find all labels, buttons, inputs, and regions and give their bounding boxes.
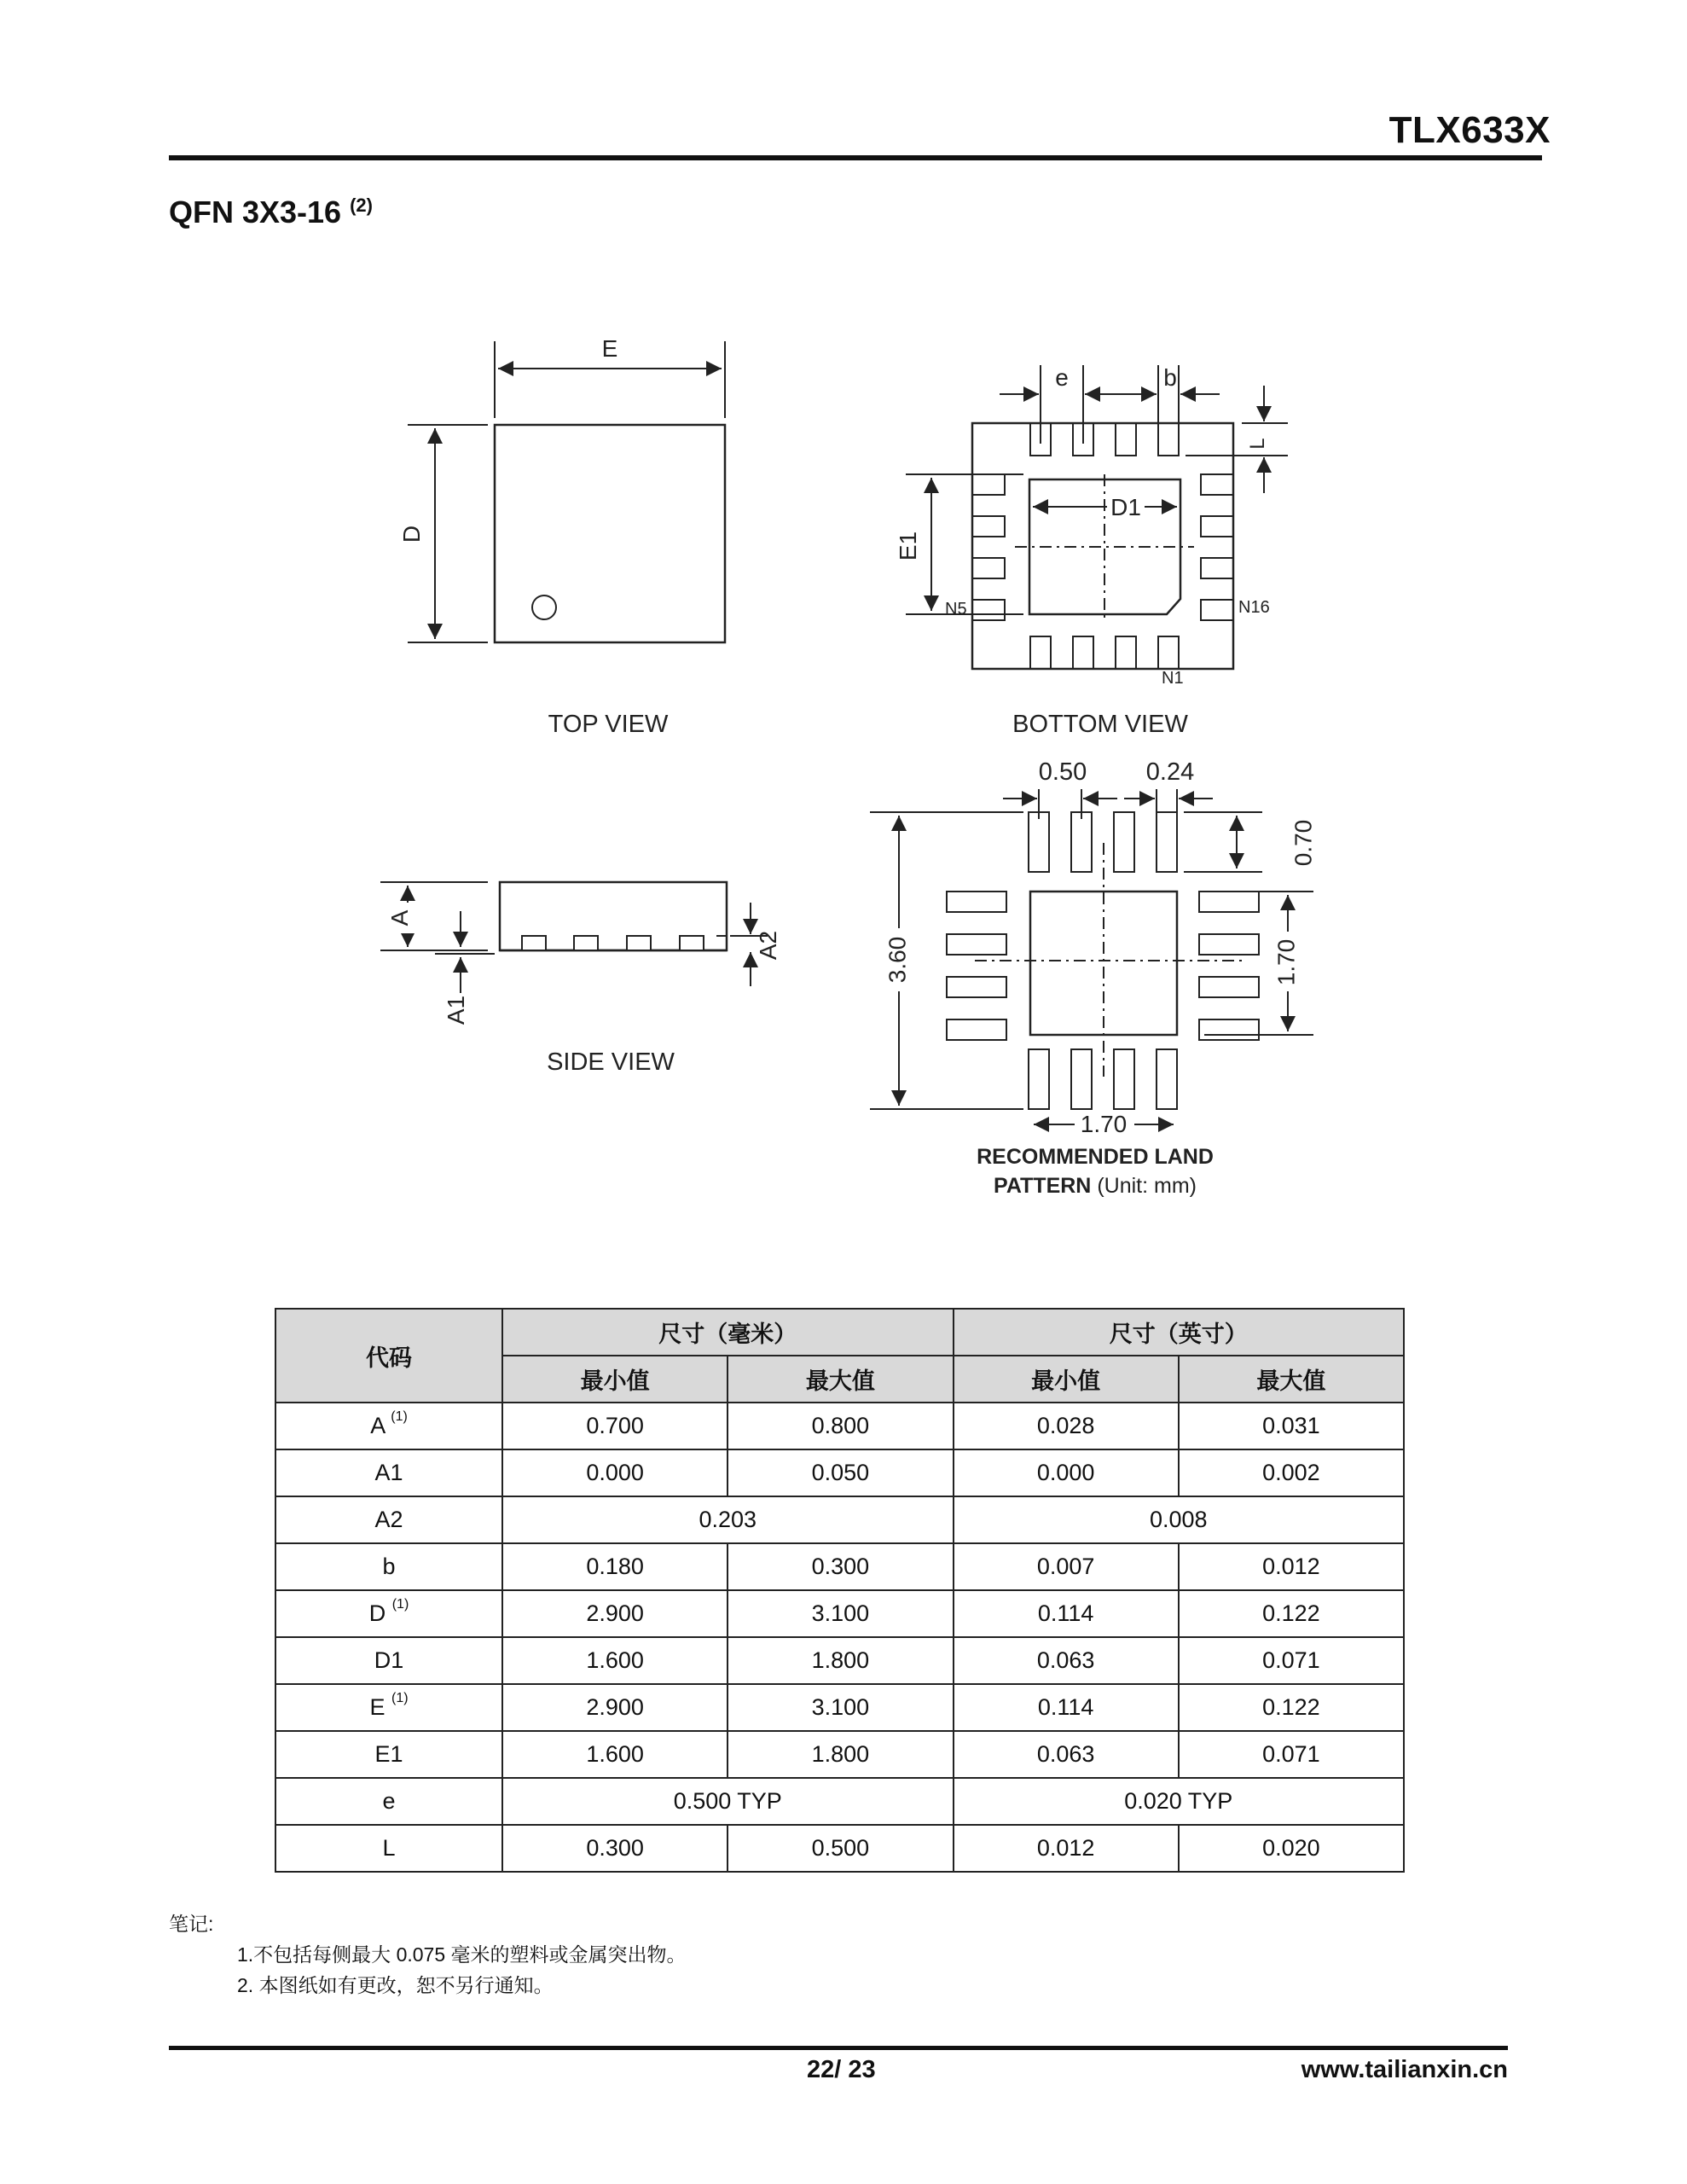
value-cell: 0.300	[502, 1825, 728, 1872]
value-cell: 0.300	[728, 1543, 953, 1590]
group-in-header: 尺寸（英寸）	[954, 1309, 1405, 1356]
page-number: 22/ 23	[807, 2056, 876, 2083]
table-row	[275, 1637, 1404, 1684]
package-name: QFN 3X3-16	[169, 195, 342, 229]
dim-E1-label: E1	[895, 531, 921, 561]
value-cell: 0.071	[1179, 1637, 1404, 1684]
value-cell: 0.002	[1179, 1449, 1404, 1496]
value-cell: 0.008	[954, 1496, 1405, 1543]
value-cell: 1.600	[502, 1637, 728, 1684]
value-cell: 3.100	[728, 1684, 953, 1731]
code-note: (1)	[391, 1691, 409, 1705]
code-cell: b	[275, 1543, 502, 1590]
dim-D1-label: D1	[1110, 494, 1141, 520]
dim-e-label: e	[1055, 364, 1069, 391]
dim-E-label: E	[601, 335, 618, 362]
value-cell: 2.900	[502, 1684, 728, 1731]
value-cell: 0.203	[502, 1496, 954, 1543]
notes-heading: 笔记:	[169, 1913, 214, 1935]
value-cell: 1.800	[728, 1637, 953, 1684]
table-header-row	[275, 1309, 1404, 1356]
code-cell: D $^{(1)}$	[275, 1590, 502, 1637]
value-cell: 0.180	[502, 1543, 728, 1590]
table-row	[275, 1778, 1404, 1825]
top-view-body	[495, 425, 725, 642]
note-item: 1.不包括每侧最大 0.075 毫米的塑料或金属突出物。	[237, 1943, 687, 1966]
value-cell: 0.050	[728, 1449, 953, 1496]
value-cell: 0.012	[954, 1825, 1179, 1872]
in-min-header: 最小值	[954, 1356, 1179, 1403]
dim-pitch-label: 0.50	[1038, 758, 1087, 786]
value-cell: 0.122	[1179, 1590, 1404, 1637]
value-cell: 0.114	[954, 1590, 1179, 1637]
land-pattern-caption-line1: RECOMMENDED LAND	[977, 1145, 1214, 1169]
land-pattern-caption-bold: PATTERN	[994, 1174, 1092, 1198]
in-max-header: 最大值	[1179, 1356, 1404, 1403]
dim-pad-width-label: 0.24	[1145, 758, 1195, 786]
group-mm-header: 尺寸（毫米）	[502, 1309, 954, 1356]
dim-pad-horizontal-label: 1.70	[1080, 1111, 1128, 1137]
table-row	[275, 1496, 1404, 1543]
bottom-view-caption: BOTTOM VIEW	[1012, 711, 1188, 738]
value-cell: 0.700	[502, 1403, 728, 1449]
table-row	[275, 1449, 1404, 1496]
value-cell: 0.063	[954, 1731, 1179, 1778]
value-cell: 0.114	[954, 1684, 1179, 1731]
land-pattern-caption-unit: (Unit: mm)	[1097, 1174, 1197, 1198]
value-cell: 0.122	[1179, 1684, 1404, 1731]
pin-n5-label: N5	[945, 600, 967, 619]
value-cell: 0.028	[954, 1403, 1179, 1449]
mm-max-header: 最大值	[728, 1356, 953, 1403]
code-cell: A2	[275, 1496, 502, 1543]
value-cell: 2.900	[502, 1590, 728, 1637]
value-cell: 0.500 TYP	[502, 1778, 954, 1825]
mm-min-header: 最小值	[502, 1356, 728, 1403]
side-view	[380, 882, 781, 1076]
code-cell: E1	[275, 1731, 502, 1778]
value-cell: 0.020	[1179, 1825, 1404, 1872]
dim-pad-vertical-label: 1.70	[1272, 938, 1300, 986]
value-cell: 0.000	[954, 1449, 1179, 1496]
value-cell: 1.800	[728, 1731, 953, 1778]
website-link[interactable]: www.tailianxin.cn	[1301, 2056, 1508, 2083]
code-cell: A1	[275, 1449, 502, 1496]
dim-overall-label: 3.60	[884, 936, 911, 984]
pin-n16-label: N16	[1238, 598, 1270, 617]
bottom-view	[895, 364, 1288, 738]
document-title: TLX633X	[1388, 109, 1551, 151]
dim-A-label: A	[386, 909, 413, 926]
dim-L-label: L	[1246, 438, 1269, 450]
pin-n1-label: N1	[1162, 669, 1184, 688]
code-cell: E $^{(1)}$	[275, 1684, 502, 1731]
notes	[169, 1908, 687, 2001]
table-row	[275, 1825, 1404, 1872]
dim-D-label: D	[398, 525, 425, 543]
code-cell: D1	[275, 1637, 502, 1684]
code-cell: A $^{(1)}$	[275, 1403, 502, 1449]
value-cell: 0.031	[1179, 1403, 1404, 1449]
value-cell: 0.012	[1179, 1543, 1404, 1590]
value-cell: 0.800	[728, 1403, 953, 1449]
value-cell: 0.007	[954, 1543, 1179, 1590]
dim-pad-length-label: 0.70	[1290, 819, 1317, 867]
table-row	[275, 1543, 1404, 1590]
value-cell: 0.063	[954, 1637, 1179, 1684]
value-cell: 0.020 TYP	[954, 1778, 1405, 1825]
dimension-table	[275, 1308, 1405, 1873]
bottom-view-body	[972, 423, 1233, 669]
land-pattern	[870, 758, 1316, 1198]
value-cell: 0.000	[502, 1449, 728, 1496]
dim-A1-label: A1	[443, 995, 469, 1025]
note-item: 2. 本图纸如有更改，恕不另行通知。	[237, 1974, 554, 1996]
value-cell: 0.071	[1179, 1731, 1404, 1778]
col-code-header: 代码	[275, 1309, 502, 1403]
dim-b-label: b	[1163, 364, 1177, 391]
code-note: (1)	[391, 1597, 409, 1612]
land-pattern-caption-line2	[994, 1174, 1197, 1198]
table-row	[275, 1403, 1404, 1449]
value-cell: 0.500	[728, 1825, 953, 1872]
code-note: (1)	[391, 1409, 408, 1424]
top-view	[398, 335, 725, 738]
pin1-marker	[532, 595, 556, 619]
value-cell: 3.100	[728, 1590, 953, 1637]
footer-rule	[169, 2046, 1508, 2050]
section-note: (2)	[350, 195, 373, 216]
table-row	[275, 1590, 1404, 1637]
dim-A2-label: A2	[755, 930, 781, 961]
code-cell: e	[275, 1778, 502, 1825]
table-row	[275, 1684, 1404, 1731]
side-view-caption: SIDE VIEW	[547, 1048, 675, 1076]
value-cell: 1.600	[502, 1731, 728, 1778]
code-cell: L	[275, 1825, 502, 1872]
table-row	[275, 1731, 1404, 1778]
top-view-caption: TOP VIEW	[548, 711, 669, 738]
